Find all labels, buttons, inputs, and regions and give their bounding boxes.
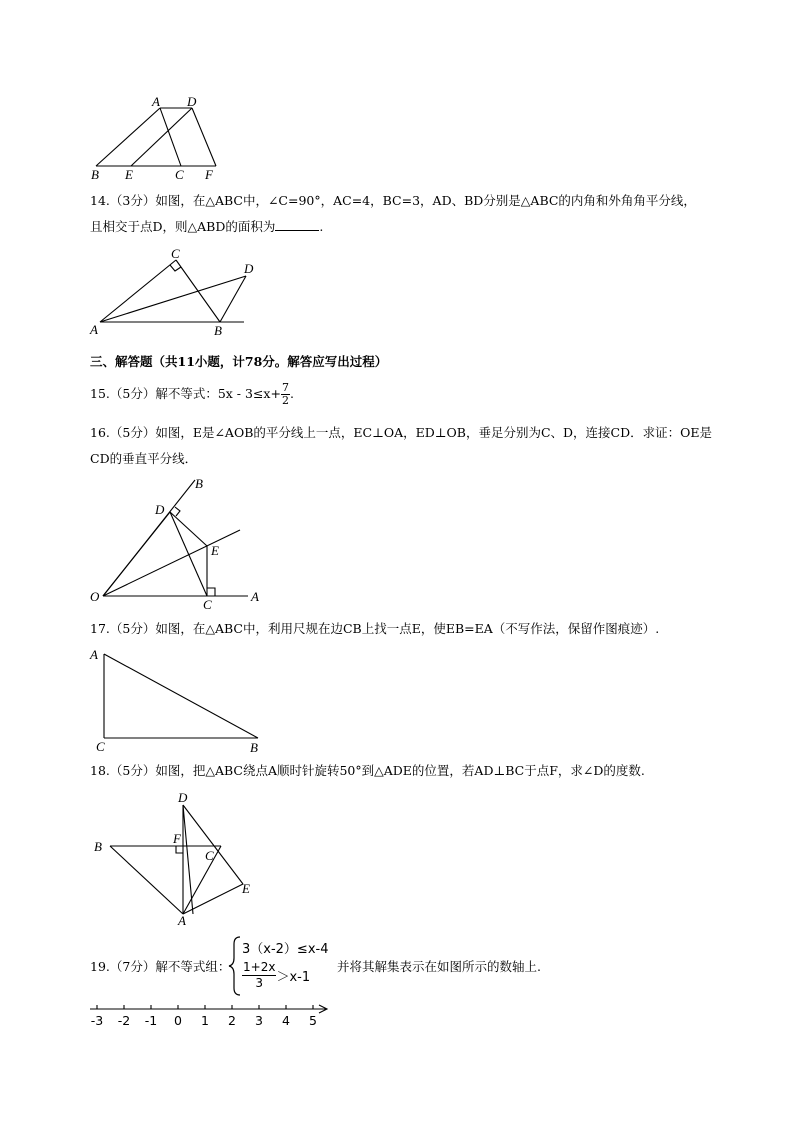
q18: 18.（5分）如图，把△ABC绕点A顺时针旋转50°到△ADE的位置，若AD⊥BC于点F，求∠D的度数.: [90, 763, 645, 778]
number-line-label: 2: [228, 1013, 236, 1028]
fig14-label-c: C: [171, 246, 180, 261]
fig18-label-d: D: [178, 790, 188, 805]
q16-line1: 16.（5分）如图，E是∠AOB的平分线上一点，EC⊥OA，ED⊥OB，垂足分别为C、D，连接CD．求证：OE是: [90, 425, 712, 440]
number-line-label: 4: [282, 1013, 290, 1028]
q14-line2-end: .: [319, 219, 324, 234]
number-line-label: 5: [309, 1013, 317, 1028]
fig16-label-d: D: [155, 502, 165, 517]
number-line-label: -3: [90, 1013, 104, 1028]
fig17-label-b: B: [250, 740, 258, 755]
fig18-label-c: C: [205, 848, 214, 863]
fig13-label-b: B: [91, 167, 99, 182]
number-line-label: -2: [117, 1013, 131, 1028]
fig14-label-d: D: [244, 261, 254, 276]
q15-frac-den: 2: [281, 394, 289, 407]
q15-text: 15.（5分）解不等式：5x - 3≤x+: [90, 386, 281, 401]
number-line-label: 1: [201, 1013, 209, 1028]
number-line-label: 3: [255, 1013, 263, 1028]
fig13-label-a: A: [152, 94, 160, 109]
ineq2-rest: ＞x-1: [276, 970, 311, 985]
q17: 17.（5分）如图，在△ABC中，利用尺规在边CB上找一点E，使EB=EA（不写作法，保留作图痕迹）.: [90, 621, 660, 636]
fig14-label-a: A: [90, 322, 98, 337]
fig17-label-a: A: [90, 647, 98, 662]
q19-label: 19.（7分）解不等式组：: [90, 959, 231, 974]
fig18-label-f: F: [173, 831, 181, 846]
fig16-label-b: B: [195, 476, 203, 491]
q14-line2-text: 且相交于点D，则△ABD的面积为: [90, 219, 276, 234]
q14-line1: 14.（3分）如图，在△ABC中，∠C=90°，AC=4，BC=3，AD、BD分别是△ABC的内角和外角角平分线，: [90, 193, 696, 208]
ineq2-frac-num: 1+2x: [243, 960, 276, 974]
fig16-label-o: O: [90, 589, 100, 604]
fig16-label-e: E: [211, 543, 219, 558]
fig13-label-f: F: [205, 167, 213, 182]
fig18-label-a: A: [178, 913, 186, 928]
q16-line2: CD的垂直平分线．: [90, 451, 198, 466]
ineq2-frac-den: 3: [255, 976, 264, 990]
fig17-label-c: C: [96, 739, 105, 754]
fig16-label-a: A: [251, 589, 259, 604]
q15-end: .: [289, 386, 294, 401]
fig13-label-d: D: [187, 94, 197, 109]
inequality-1: 3（x-2）≤x-4: [242, 942, 329, 957]
fig18-label-e: E: [242, 881, 250, 896]
fig16-label-c: C: [203, 597, 212, 612]
number-line-label: 0: [174, 1013, 182, 1028]
q19-instruction: 并将其解集表示在如图所示的数轴上.: [337, 959, 541, 974]
fig18-label-b: B: [94, 839, 102, 854]
fig14-label-b: B: [214, 323, 222, 338]
q15-frac-num: 7: [281, 381, 289, 394]
fig13-label-c: C: [175, 167, 184, 182]
section-heading: 三、解答题（共11小题，计78分。解答应写出过程）: [90, 354, 388, 369]
number-line-label: -1: [144, 1013, 158, 1028]
fig13-label-e: E: [125, 167, 133, 182]
